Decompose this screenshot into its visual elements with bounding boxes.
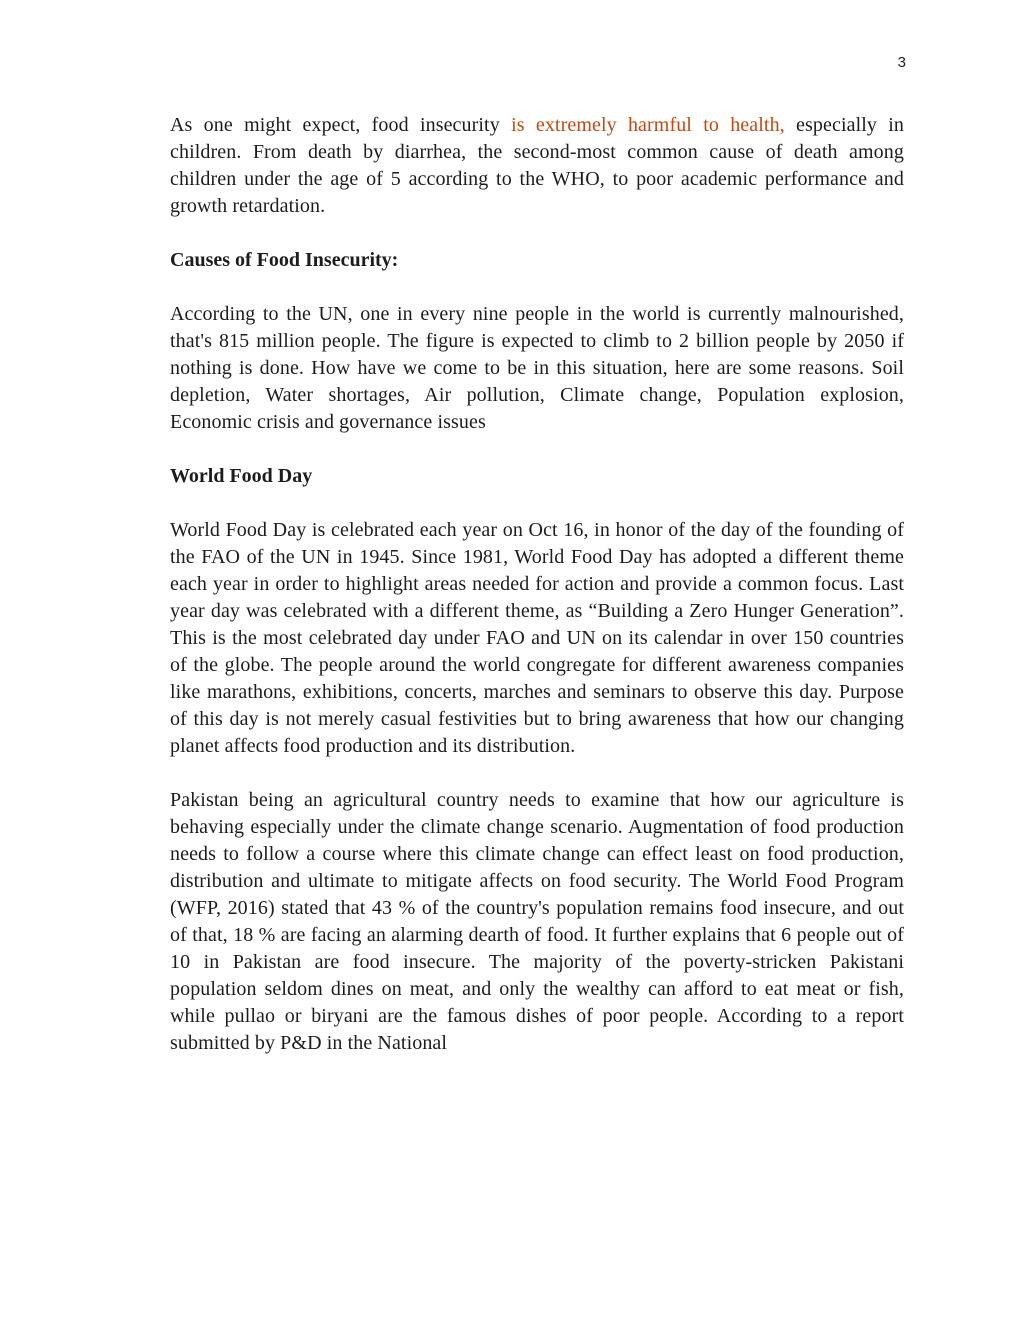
paragraph-causes: According to the UN, one in every nine people in the world is currently malnourished, that's 815 million people. The figure is expected to climb to 2 billion people by 2050 if nothing is done. How have we come to be in this situation, here are some reasons. Soil depletion, Water shortages, Air pollution, Climate change, Population explosion, Economic crisis and governance issues [170,303,904,433]
paragraph-text-before-highlight: As one might expect, food insecurity [170,114,512,136]
heading-causes-of-food-insecurity: Causes of Food Insecurity: [170,249,399,271]
highlighted-phrase: is extremely harmful to health, [511,114,785,136]
paragraph-food-insecurity-health [170,112,904,220]
heading-world-food-day: World Food Day [170,465,313,487]
page-number: 3 [897,54,906,71]
paragraph-pakistan-agriculture: Pakistan being an agricultural country needs to examine that how our agriculture is behaving especially under the climate change scenario. Augmentation of food production needs to follow a course where this climate change can effect least on food production, distribution and ultimate to mitigate affects on food security. The World Food Program (WFP, 2016) stated that 43 % of the country's population remains food insecure, and out of that, 18 % are facing an alarming dearth of food. It further explains that 6 people out of 10 in Pakistan are food insecure. The majority of the poverty-stricken Pakistani population seldom dines on meat, and only the wealthy can afford to eat meat or fish, while pullao or biryani are the famous dishes of poor people. According to a report submitted by P&D in the National [170,789,904,1054]
paragraph-text-after-highlight: especially in children. From death by diarrhea, the second-most common cause of death among children under the age of 5 according to the WHO, to poor academic performance and growth retardation. [170,114,904,217]
paragraph-world-food-day: World Food Day is celebrated each year on Oct 16, in honor of the day of the founding of the FAO of the UN in 1945. Since 1981, World Food Day has adopted a different theme each year in order to highlight areas needed for action and provide a common focus. Last year day was celebrated with a different theme, as “Building a Zero Hunger Generation”. This is the most celebrated day under FAO and UN on its calendar in over 150 countries of the globe. The people around the world congregate for different awareness companies like marathons, exhibitions, concerts, marches and seminars to observe this day. Purpose of this day is not merely casual festivities but to bring awareness that how our changing planet affects food production and its distribution. [170,519,904,757]
document-content [170,112,904,1084]
